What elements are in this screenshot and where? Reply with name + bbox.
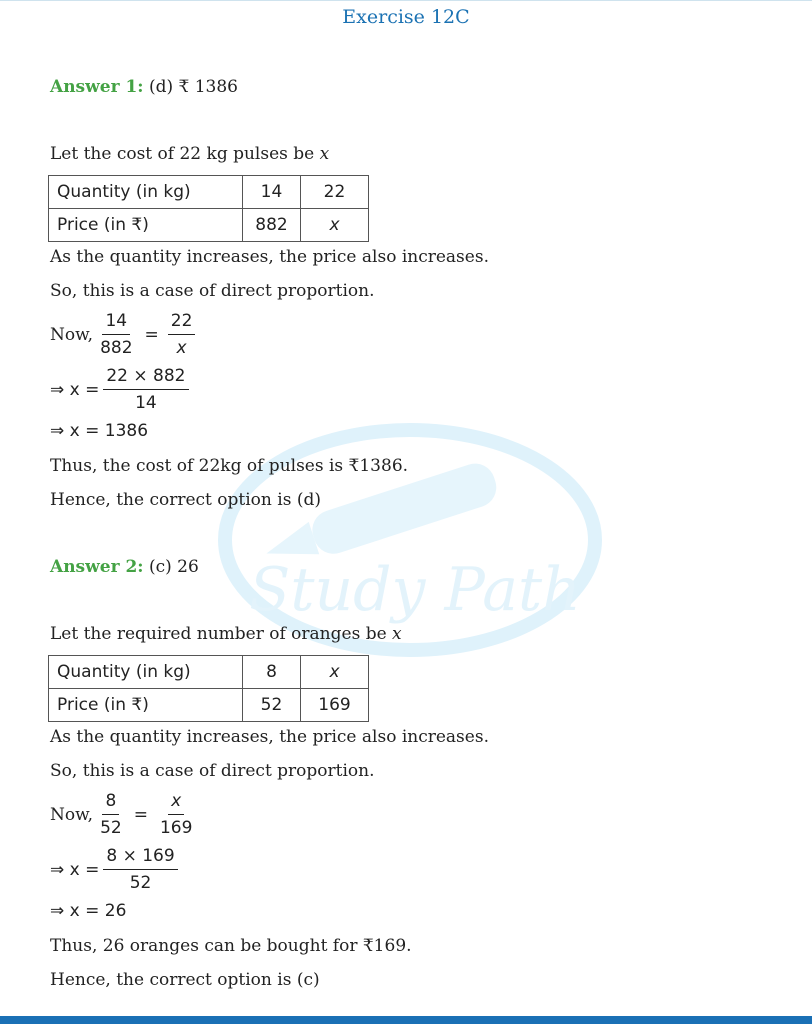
answer-1-final: Hence, the correct option is (d) (50, 490, 321, 510)
answer-1-option: (d) ₹ 1386 (148, 77, 239, 97)
answer-2-heading (50, 556, 199, 578)
fraction-numerator: 8 × 169 (103, 846, 177, 870)
answer-1-intro-var: x (319, 144, 330, 164)
table-cell: x (301, 209, 369, 242)
fraction-numerator: 22 (168, 311, 196, 335)
top-divider (0, 0, 812, 1)
answer-2-line-1: As the quantity increases, the price also increases. (50, 727, 489, 747)
equation-prefix: ⇒ x = (50, 379, 100, 400)
answer-2-intro-text: Let the required number of oranges be (50, 624, 387, 644)
answer-1-intro (50, 143, 329, 165)
answer-1-line-1: As the quantity increases, the price also increases. (50, 247, 489, 267)
answer-1-label: Answer 1: (50, 77, 144, 97)
answer-2-equation-2 (50, 846, 182, 893)
fraction (168, 311, 196, 358)
table-cell: Price (in ₹) (49, 689, 243, 722)
fraction (103, 846, 177, 893)
fraction (97, 311, 135, 358)
fraction (103, 366, 188, 413)
answer-2-intro-var: x (392, 624, 402, 644)
table-cell: 169 (301, 689, 369, 722)
table-cell: Quantity (in kg) (49, 656, 243, 689)
fraction-denominator: 169 (159, 818, 193, 838)
answer-2-intro (50, 623, 402, 645)
answer-1-equation-3: ⇒ x = 1386 (50, 421, 149, 441)
table-row (49, 209, 369, 242)
answer-2-table (48, 655, 369, 722)
table-row (49, 176, 369, 209)
fraction-numerator: 14 (102, 311, 130, 335)
fraction-denominator: x (176, 338, 187, 358)
table-cell: x (301, 656, 369, 689)
equals-sign: = (144, 324, 159, 345)
answer-2-equation-1 (50, 791, 199, 838)
table-cell: 22 (301, 176, 369, 209)
table-row (49, 689, 369, 722)
fraction-denominator: 52 (100, 818, 122, 838)
fraction-denominator: 14 (135, 393, 157, 413)
answer-1-line-2: So, this is a case of direct proportion. (50, 281, 375, 301)
table-cell: 8 (243, 656, 301, 689)
table-cell: 52 (243, 689, 301, 722)
fraction-numerator: 8 (102, 791, 119, 815)
now-label: Now, (50, 804, 94, 825)
table-cell: Quantity (in kg) (49, 176, 243, 209)
answer-2-line-2: So, this is a case of direct proportion. (50, 761, 375, 781)
answer-1-equation-2 (50, 366, 193, 413)
equation-prefix: ⇒ x = (50, 859, 100, 880)
answer-1-intro-text: Let the cost of 22 kg pulses be (50, 144, 315, 164)
answer-2-option: (c) 26 (148, 557, 199, 577)
now-label: Now, (50, 324, 94, 345)
bottom-bar (0, 1016, 812, 1024)
page-title: Exercise 12C (342, 6, 470, 28)
table-row (49, 656, 369, 689)
answer-2-conclusion: Thus, 26 oranges can be bought for ₹169. (50, 936, 412, 956)
answer-1-heading (50, 76, 238, 98)
table-cell: 882 (243, 209, 301, 242)
answer-1-conclusion: Thus, the cost of 22kg of pulses is ₹1386. (50, 456, 409, 476)
table-cell: 14 (243, 176, 301, 209)
answer-2-final: Hence, the correct option is (c) (50, 970, 320, 990)
answer-1-table (48, 175, 369, 242)
answer-1-equation-1 (50, 311, 199, 358)
table-cell: Price (in ₹) (49, 209, 243, 242)
fraction (97, 791, 125, 838)
fraction-numerator: x (168, 791, 184, 815)
answer-2-label: Answer 2: (50, 557, 144, 577)
answer-2-equation-3: ⇒ x = 26 (50, 901, 127, 921)
watermark-text: Study Path (249, 555, 581, 625)
study-path-watermark (200, 400, 620, 660)
fraction-denominator: 52 (129, 873, 152, 893)
fraction-denominator: 882 (100, 338, 133, 358)
equals-sign: = (133, 804, 148, 825)
fraction (157, 791, 195, 838)
fraction-numerator: 22 × 882 (103, 366, 188, 390)
